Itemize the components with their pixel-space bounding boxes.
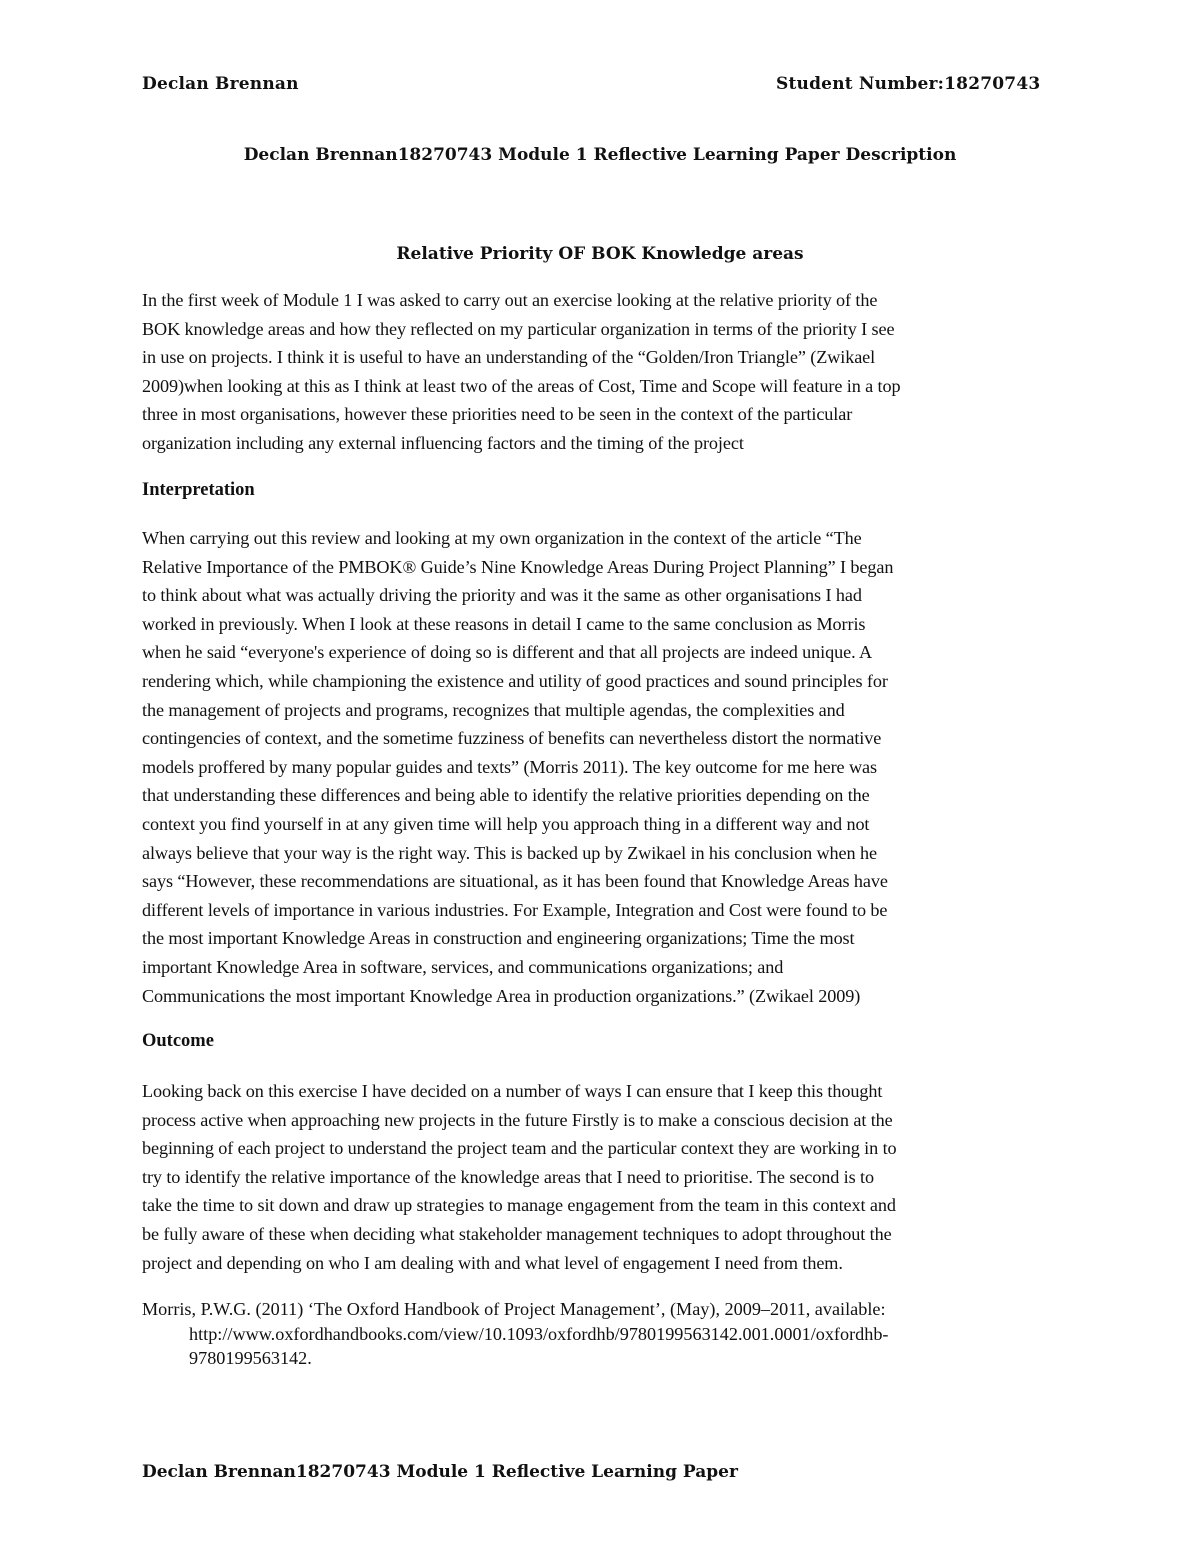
paragraph-line: always believe that your way is the right way. This is backed up by Zwikael in his conclusion when he <box>142 842 877 863</box>
reference-entry <box>142 1297 1042 1371</box>
header-student-number: Student Number:18270743 <box>776 74 1041 94</box>
outcome-paragraph <box>142 1077 1062 1277</box>
reference-line: Morris, P.W.G. (2011) ‘The Oxford Handbook of Project Management’, (May), 2009–2011, available: <box>142 1299 886 1319</box>
paragraph-line: rendering which, while championing the existence and utility of good practices and sound principles for <box>142 670 888 691</box>
reference-line: 9780199563142. <box>189 1348 312 1368</box>
paragraph-line: 2009)when looking at this as I think at least two of the areas of Cost, Time and Scope will feature in a top <box>142 375 901 396</box>
paragraph-line: BOK knowledge areas and how they reflected on my particular organization in terms of the priority I see <box>142 318 895 339</box>
outcome-heading: Outcome <box>142 1031 214 1051</box>
paragraph-line: different levels of importance in various industries. For Example, Integration and Cost were found to be <box>142 899 888 920</box>
reference-url: http://www.oxfordhandbooks.com/view/10.1093/oxfordhb/9780199563142.001.0001/oxfordhb- <box>189 1323 889 1344</box>
paragraph-line: take the time to sit down and draw up strategies to manage engagement from the team in this context and <box>142 1195 896 1216</box>
paragraph-line: be fully aware of these when deciding what stakeholder management techniques to adopt throughout the <box>142 1223 892 1244</box>
paragraph-line: in use on projects. I think it is useful to have an understanding of the “Golden/Iron Triangle” (Zwikael <box>142 347 876 368</box>
intro-paragraph <box>142 286 1062 458</box>
paragraph-line: When carrying out this review and looking at my own organization in the context of the article “The <box>142 528 862 548</box>
paragraph-line: worked in previously. When I look at these reasons in detail I came to the same conclusion as Morris <box>142 613 866 634</box>
document-title: Declan Brennan18270743 Module 1 Reflective Learning Paper Description <box>243 145 957 165</box>
paragraph-line: to think about what was actually driving the priority and was it the same as other organisations I had <box>142 585 862 606</box>
paragraph-line: organization including any external influencing factors and the timing of the project <box>142 432 744 453</box>
paragraph-line: the most important Knowledge Areas in construction and engineering organizations; Time the most <box>142 928 855 949</box>
paragraph-line: models proffered by many popular guides and texts” (Morris 2011). The key outcome for me here was <box>142 756 877 777</box>
page-footer: Declan Brennan18270743 Module 1 Reflective Learning Paper <box>142 1462 738 1482</box>
paragraph-line: contingencies of context, and the sometime fuzziness of benefits can nevertheless distort the normative <box>142 728 882 749</box>
paragraph-line: when he said “everyone's experience of doing so is different and that all projects are indeed unique. A <box>142 642 872 663</box>
paragraph-line: Looking back on this exercise I have decided on a number of ways I can ensure that I keep this thought <box>142 1081 883 1101</box>
paragraph-line: Communications the most important Knowledge Area in production organizations.” (Zwikael 2009) <box>142 985 861 1006</box>
paragraph-line: process active when approaching new projects in the future Firstly is to make a conscious decision at the <box>142 1109 893 1130</box>
interpretation-heading: Interpretation <box>142 480 255 500</box>
paragraph-line: Relative Importance of the PMBOK® Guide’s Nine Knowledge Areas During Project Planning” I began <box>142 556 894 577</box>
paragraph-line: project and depending on who I am dealing with and what level of engagement I need from them. <box>142 1252 843 1273</box>
paragraph-line: says “However, these recommendations are situational, as it has been found that Knowledge Areas have <box>142 871 888 892</box>
paragraph-line: context you find yourself in at any given time will help you approach thing in a different way and not <box>142 813 870 834</box>
interpretation-paragraph <box>142 524 1062 1010</box>
paragraph-line: try to identify the relative importance of the knowledge areas that I need to prioritise. The second is to <box>142 1166 874 1187</box>
paragraph-line: three in most organisations, however these priorities need to be seen in the context of the particular <box>142 404 853 425</box>
paragraph-line: In the first week of Module 1 I was asked to carry out an exercise looking at the relative priority of the <box>142 290 878 310</box>
paragraph-line: important Knowledge Area in software, services, and communications organizations; and <box>142 956 784 977</box>
section-title: Relative Priority OF BOK Knowledge areas <box>396 244 804 264</box>
header-author: Declan Brennan <box>142 74 299 94</box>
paragraph-line: the management of projects and programs, recognizes that multiple agendas, the complexities and <box>142 699 845 720</box>
paragraph-line: beginning of each project to understand the project team and the particular context they are working in to <box>142 1138 897 1159</box>
paragraph-line: that understanding these differences and being able to identify the relative priorities depending on the <box>142 785 870 806</box>
